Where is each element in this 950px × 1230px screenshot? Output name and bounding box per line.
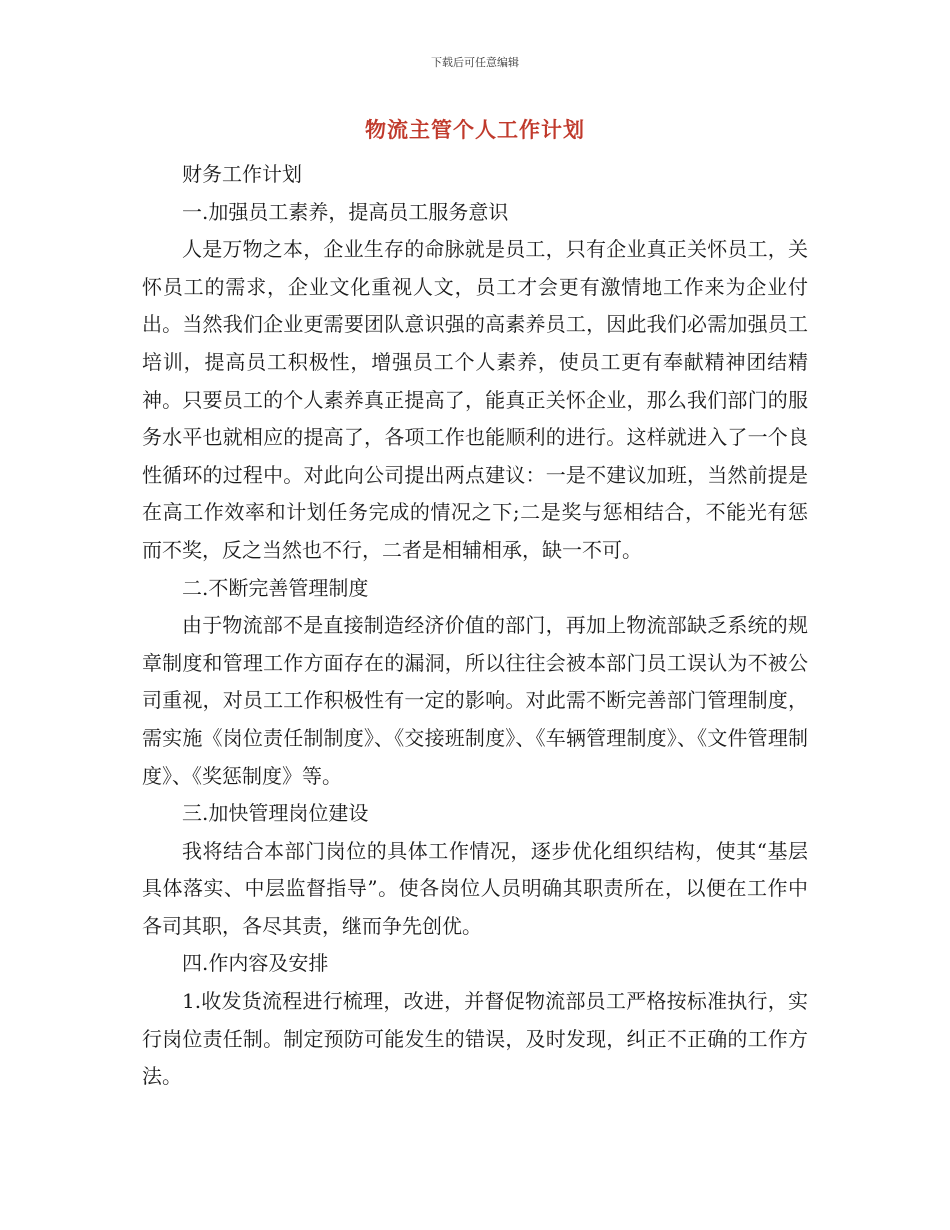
document-title: 物流主管个人工作计划 [365, 118, 585, 142]
section-heading-4: 四.作内容及安排 [182, 951, 329, 976]
body-paragraph-1: 人是万物之本，企业生存的命脉就是员工，只有企业真正关怀员工，关怀员工的需求，企业文化重视人文，员工才会更有激情地工作来为企业付出。当然我们企业更需要团队意识强的高素养员工，因此我们必需加强员工培训，提高员工积极性，增强员工个人素养，使员工更有奉献精神团结精神。只要员工的个人素养真正提高了，能真正关怀企业，那么我们部门的服务水平也就相应的提高了，各项工作也能顺利的进行。这样就进入了一个良性循环的过程中。对此向公司提出两点建议：一是不建议加班，当然前提是在高工作效率和计划任务完成的情况之下;二是奖与惩相结合，不能光有惩而不奖，反之当然也不行，二者是相辅相承，缺一不可。 [142, 237, 808, 562]
section-heading-finance: 财务工作计划 [182, 162, 302, 186]
document-body [142, 156, 808, 1096]
body-paragraph-2: 由于物流部不是直接制造经济价值的部门，再加上物流部缺乏系统的规章制度和管理工作方面存在的漏洞，所以往往会被本部门员工误认为不被公司重视，对员工工作积极性有一定的影响。对此需不断完善部门管理制度，需实施《岗位责任制制度》、《交接班制度》、《车辆管理制度》、《文件管理制度》、《奖惩制度》等。 [142, 613, 808, 788]
body-paragraph-4: 1.收发货流程进行梳理，改进，并督促物流部员工严格按标准执行，实行岗位责任制。制定预防可能发生的错误，及时发现，纠正不正确的工作方法。 [142, 989, 808, 1089]
section-heading-3: 三.加快管理岗位建设 [182, 801, 369, 826]
body-paragraph-3: 我将结合本部门岗位的具体工作情况，逐步优化组织结构，使其“基层具体落实、中层监督指导”。使各岗位人员明确其职责所在，以便在工作中各司其职，各尽其责，继而争先创优。 [142, 838, 808, 938]
section-heading-2: 二.不断完善管理制度 [182, 575, 369, 600]
section-heading-1: 一.加强员工素养，提高员工服务意识 [182, 199, 509, 224]
header-note: 下载后可任意编辑 [431, 56, 519, 69]
